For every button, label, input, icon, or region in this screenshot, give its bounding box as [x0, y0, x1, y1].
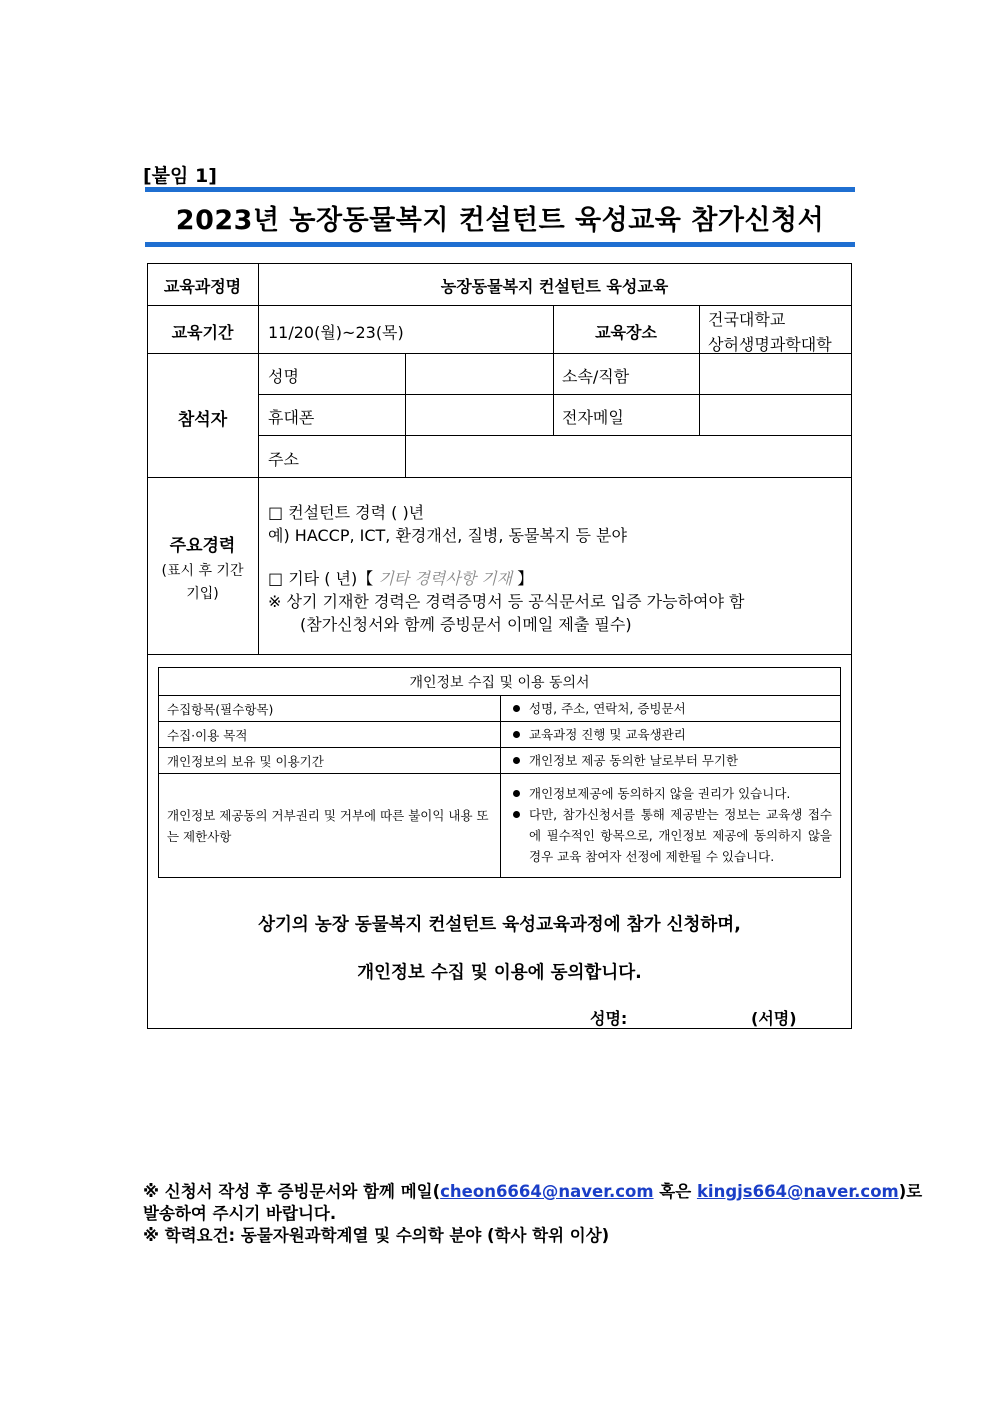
- email-link-2[interactable]: kingjs664@naver.com: [696, 1182, 899, 1201]
- affiliation-label: 소속/직함: [562, 367, 630, 386]
- footer-line1-prefix: ※ 신청서 작성 후 증빙문서와 함께 메일(: [143, 1182, 441, 1201]
- consent-refusal-label: 개인정보 제공동의 거부권리 및 거부에 따른 불이익 내용 또는 제한사항: [159, 774, 501, 878]
- table-row: [159, 748, 841, 774]
- phone-field[interactable]: [406, 395, 553, 435]
- signature-mark: (서명): [751, 1009, 797, 1028]
- course-value: 농장동물복지 컨설턴트 육성교육: [440, 277, 669, 296]
- attachment-label: [붙임 1]: [143, 165, 217, 187]
- table-row: [159, 696, 841, 722]
- career-note-line2: 기입): [186, 586, 219, 602]
- footer-line1: [143, 1178, 922, 1202]
- email-link-1[interactable]: cheon6664@naver.com: [440, 1182, 654, 1201]
- career-other-placeholder[interactable]: 기타 경력사항 기재: [373, 569, 518, 588]
- career-example: 예) HACCP, ICT, 환경개선, 질병, 동물복지 등 분야: [268, 526, 627, 545]
- career-proof-submit-note: (참가신청서와 함께 증빙문서 이메일 제출 필수): [300, 615, 632, 634]
- course-label: 교육과정명: [163, 277, 242, 296]
- career-other-suffix: 】: [517, 569, 534, 588]
- consent-statement-line2: 개인정보 수집 및 이용에 동의합니다.: [357, 963, 642, 983]
- career-proof-note: ※ 상기 기재한 경력은 경력증명서 등 공식문서로 입증 가능하여야 함: [268, 592, 745, 611]
- table-row: [159, 722, 841, 748]
- career-label: 주요경력: [169, 536, 236, 556]
- consent-refusal-right: 개인정보제공에 동의하지 않을 권리가 있습니다.: [509, 783, 832, 804]
- consent-row-label: 개인정보의 보유 및 이용기간: [159, 748, 501, 774]
- name-label: 성명: [268, 367, 299, 386]
- consent-table: [158, 667, 841, 878]
- consent-row-label: 수집·이용 목적: [159, 722, 501, 748]
- affiliation-field[interactable]: [700, 354, 851, 394]
- phone-label: 휴대폰: [268, 408, 315, 427]
- consent-refusal-limit: 다만, 참가신청서를 통해 제공받는 정보는 교육생 접수에 필수적인 항목으로, 개인정보 제공에 동의하지 않을 경우 교육 참여자 선정에 제한될 수 있습니다.: [509, 804, 832, 867]
- career-note-line1: (표시 후 기간: [161, 563, 244, 579]
- period-value: 11/20(월)~23(목): [268, 323, 404, 342]
- email-field[interactable]: [700, 395, 851, 435]
- consent-row-value: 교육과정 진행 및 교육생관리: [509, 724, 832, 745]
- table-row: [159, 774, 841, 878]
- name-field[interactable]: [406, 354, 553, 394]
- career-other-prefix: □ 기타 ( 년)【: [268, 569, 374, 588]
- career-consultant-checkbox[interactable]: □ 컨설턴트 경력 ( )년: [268, 503, 425, 522]
- footer-line1-mid: 혹은: [653, 1182, 697, 1201]
- signature-field[interactable]: [640, 1003, 748, 1027]
- consent-row-label: 수집항목(필수항목): [159, 696, 501, 722]
- period-label: 교육기간: [171, 323, 234, 342]
- title-bottom-rule: [145, 242, 855, 247]
- place-label: 교육장소: [595, 323, 657, 342]
- footer-line2: 발송하여 주시기 바랍니다.: [143, 1204, 337, 1223]
- place-value-line1: 건국대학교: [708, 310, 786, 329]
- footer-line1-suffix: )로: [898, 1182, 923, 1201]
- place-value-line2: 상허생명과학대학: [708, 335, 832, 354]
- consent-header: 개인정보 수집 및 이용 동의서: [159, 668, 841, 696]
- consent-row-value: 개인정보 제공 동의한 날로부터 무기한: [509, 750, 832, 771]
- participant-label: 참석자: [177, 410, 228, 430]
- title-top-rule: [145, 187, 855, 192]
- career-other-checkbox[interactable]: [268, 566, 533, 589]
- address-label: 주소: [268, 450, 299, 469]
- footer-line3: ※ 학력요건: 동물자원과학계열 및 수의학 분야 (학사 학위 이상): [143, 1226, 610, 1245]
- page-title: 2023년 농장동물복지 컨설턴트 육성교육 참가신청서: [175, 205, 825, 236]
- signature-name-label: 성명:: [590, 1009, 628, 1028]
- address-field[interactable]: [406, 436, 851, 477]
- consent-statement-line1: 상기의 농장 동물복지 컨설턴트 육성교육과정에 참가 신청하며,: [258, 915, 741, 935]
- email-label: 전자메일: [562, 408, 624, 427]
- consent-row-value: 성명, 주소, 연락처, 증빙문서: [509, 698, 832, 719]
